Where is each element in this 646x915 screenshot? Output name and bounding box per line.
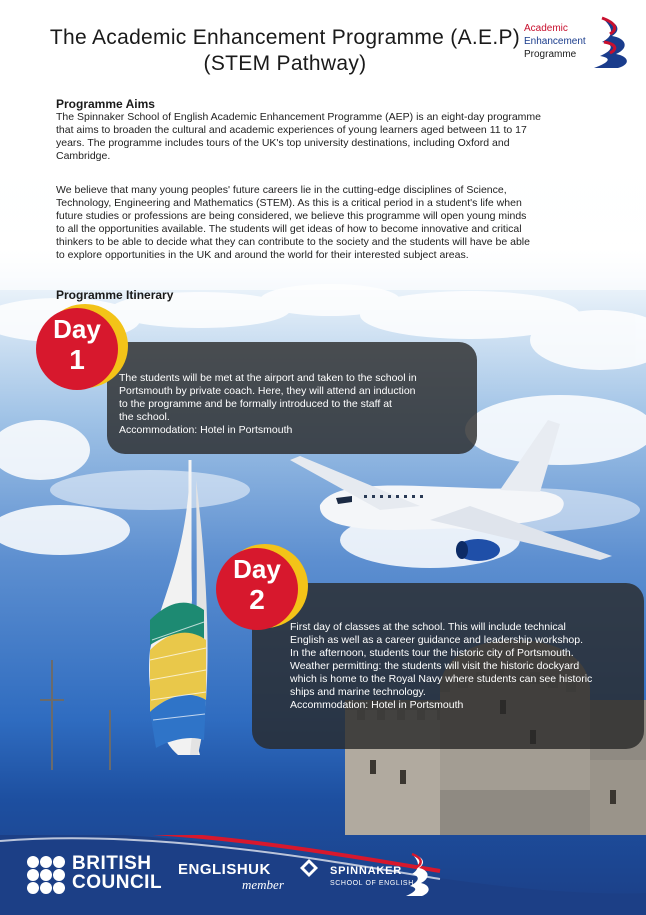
harbour-masts <box>40 660 110 770</box>
day-2-badge <box>216 544 304 632</box>
spinnaker-logo-text: SPINNAKER <box>330 865 402 877</box>
text-line: ships and marine technology. <box>290 686 426 698</box>
text-line: to all the opportunities available. The students will get ideas of how to become innovative and critical <box>56 223 522 235</box>
spinnaker-tower <box>149 460 208 755</box>
british-council-dots-icon <box>26 856 66 894</box>
day-1-badge <box>36 304 124 392</box>
page-title: The Academic Enhancement Programme (A.E.P) <box>49 26 521 49</box>
british-council-line2: COUNCIL <box>72 872 163 893</box>
text-line: We believe that many young peoples' future careers lie in the cutting-edge disciplines of Science, <box>56 184 507 196</box>
english-uk-member-text: member <box>242 877 284 892</box>
aep-logo-line2: Enhancement <box>524 36 586 47</box>
text-line: Portsmouth by private coach. Here, they will attend an induction <box>119 385 416 397</box>
text-line: to the programme and be formally introduced to the staff at <box>119 398 392 410</box>
aims-heading: Programme Aims <box>56 97 155 111</box>
text-line: Accommodation: Hotel in Portsmouth <box>119 424 293 436</box>
text-line: to explore opportunities in the UK and around the world for their interested subject areas. <box>56 249 469 261</box>
english-uk-logo-text: ENGLISHUK <box>178 861 271 878</box>
text-line: Cambridge. <box>56 150 111 162</box>
british-council-line1: BRITISH <box>72 853 152 874</box>
text-line: English as well as a career guidance and leadership workshop. <box>290 634 584 646</box>
text-line: which is home to the Royal Navy where students can see historic <box>290 673 593 685</box>
text-line: Weather permitting: the students will visit the historic dockyard <box>290 660 580 672</box>
text-line: The Spinnaker School of English Academic Enhancement Programme (AEP) is an eight-day programme <box>56 111 541 123</box>
text-line: thinkers to be able to decide what they can contribute to the society and the students will have be able <box>56 236 530 248</box>
text-line: Accommodation: Hotel in Portsmouth <box>290 699 464 711</box>
day-2-description <box>290 621 640 712</box>
text-line: Technology, Engineering and Mathematics (STEM). As this is a critical period in a student's life when <box>56 197 522 209</box>
aep-logo-line3: Programme <box>524 49 577 60</box>
badge-day-word: Day <box>53 314 101 344</box>
british-council-logo-text <box>72 854 162 892</box>
text-line: that aims to broaden the cultural and academic experiences of young learners aged between 11 to 17 <box>56 124 527 136</box>
spinnaker-swirl-icon <box>402 852 436 896</box>
text-line: The students will be met at the airport and taken to the school in <box>119 372 417 384</box>
day-1-description <box>119 372 471 437</box>
aep-logo-line1: Academic <box>524 23 568 34</box>
text-line: the school. <box>119 411 170 423</box>
page-subtitle: (STEM Pathway) <box>203 52 367 75</box>
text-line: In the afternoon, students tour the historic city of Portsmouth. <box>290 647 574 659</box>
text-line: years. The programme includes tours of the UK's top university destinations, including Oxford and <box>56 137 510 149</box>
badge-day-word: Day <box>233 554 281 584</box>
itinerary-heading: Programme Itinerary <box>56 288 174 302</box>
text-line: First day of classes at the school. This will include technical <box>290 621 566 633</box>
day-1-card <box>107 342 477 454</box>
day-2-card <box>252 583 644 749</box>
text-line: future studies or professions are being considered, we believe this programme will open young minds <box>56 210 527 222</box>
english-uk-diamond-icon <box>300 859 318 877</box>
spinnaker-logo-subtext: SCHOOL OF ENGLISH <box>330 880 414 887</box>
badge-day-number: 1 <box>69 344 85 375</box>
badge-day-number: 2 <box>249 584 265 615</box>
